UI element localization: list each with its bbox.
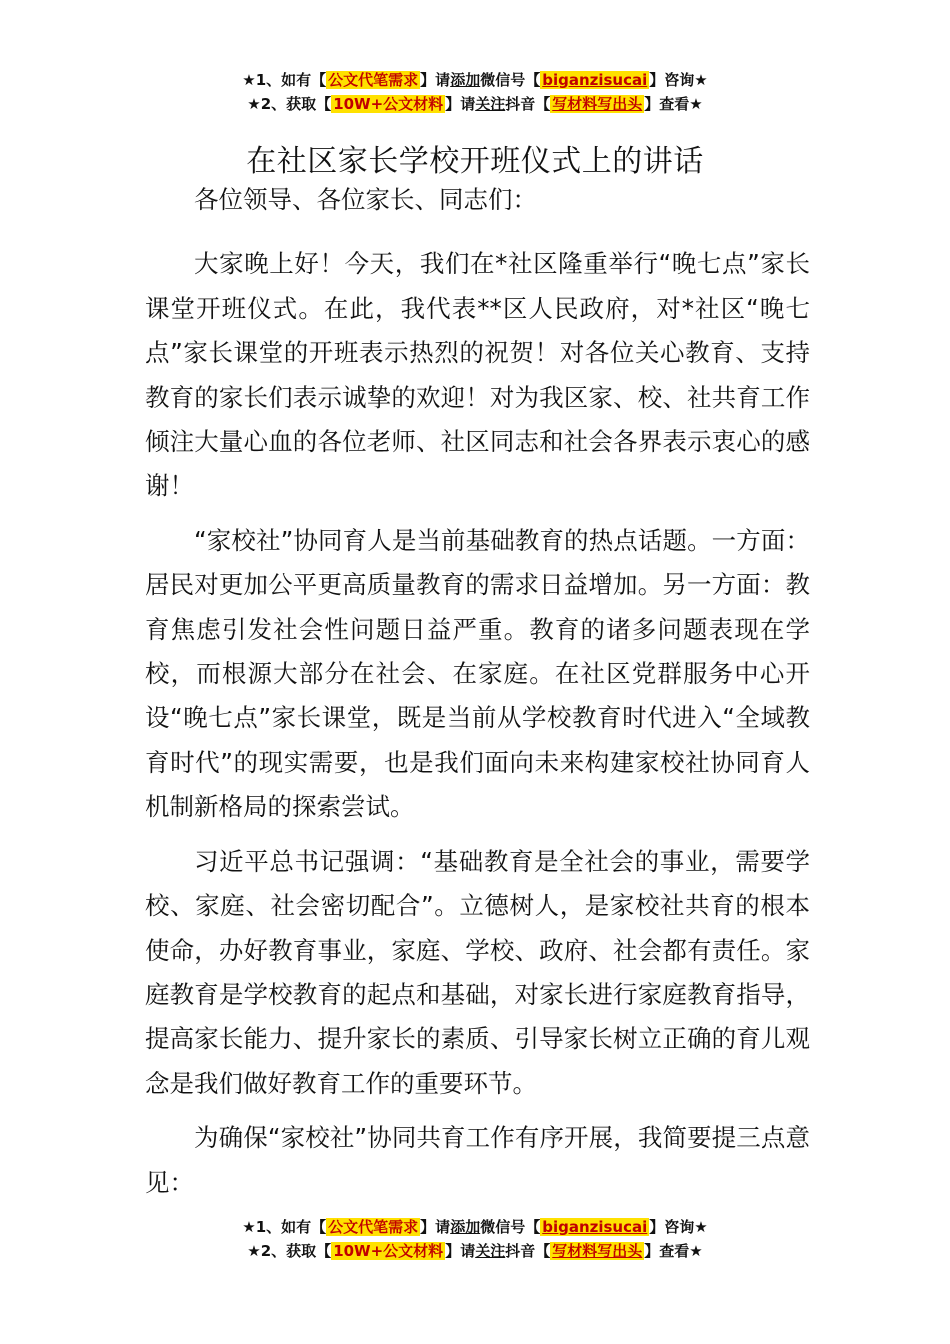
promo-text: ★1、如有【: [242, 71, 327, 89]
paragraph: “家校社”协同育人是当前基础教育的热点话题。一方面：居民对更加公平更高质量教育的需求日益增加。另一方面：教育焦虑引发社会性问题日益严重。教育的诸多问题表现在学校，而根源大部分在社会、在家庭。在社区党群服务中心开设“晚七点”家长课堂，既是当前从学校教育时代进入“全域教育时代”的现实需要，也是我们面向未来构建家校社协同育人机制新格局的探索尝试。: [145, 525, 810, 822]
paragraph: 习近平总书记强调：“基础教育是全社会的事业，需要学校、家庭、社会密切配合”。立德树人，是家校社共育的根本使命，办好教育事业，家庭、学校、政府、社会都有责任。家庭教育是学校教育的起点和基础，对家长进行家庭教育指导，提高家长能力、提升家长的素质、引导家长树立正确的育儿观念是我们做好教育工作的重要环节。: [145, 846, 810, 1098]
promo-text: 微信号【: [480, 1218, 541, 1236]
paragraph: 为确保“家校社”协同共育工作有序开展，我简要提三点意见：: [145, 1123, 810, 1197]
promo-line-1: [0, 68, 950, 92]
promo-line-1: [0, 1215, 950, 1239]
promo-text: 微信号【: [480, 71, 541, 89]
promo-line-2: [0, 92, 950, 116]
promo-text: 】请: [420, 71, 451, 89]
promo-text: ★1、如有【: [242, 1218, 327, 1236]
promo-line-2: [0, 1239, 950, 1263]
promo-highlight: 公文代笔需求: [328, 1218, 419, 1236]
promo-text: 】请: [420, 1218, 451, 1236]
promo-douyin-id: 写材料写出头: [552, 95, 643, 113]
promo-emphasis: 添加: [450, 1218, 481, 1236]
page-title: 在社区家长学校开班仪式上的讲话: [246, 144, 704, 180]
promo-wechat-id: biganzisucai: [542, 71, 648, 89]
promo-text: 抖音【: [505, 1242, 551, 1260]
promo-text: 】咨询★: [649, 71, 708, 89]
promo-highlight: 10W+公文材料: [333, 95, 444, 113]
promo-wechat-id: biganzisucai: [542, 1218, 648, 1236]
promo-highlight: 公文代笔需求: [328, 71, 419, 89]
header-promo-banner: [0, 68, 950, 116]
promo-text: 抖音【: [505, 95, 551, 113]
promo-emphasis: 关注: [475, 1242, 506, 1260]
promo-text: 】咨询★: [649, 1218, 708, 1236]
promo-douyin-id: 写材料写出头: [552, 1242, 643, 1260]
document-body: [145, 178, 810, 1215]
salutation: 各位领导、各位家长、同志们：: [194, 185, 537, 214]
promo-highlight: 10W+公文材料: [333, 1242, 444, 1260]
paragraph: 大家晚上好！今天，我们在*社区隆重举行“晚七点”家长课堂开班仪式。在此，我代表**区人民政府，对*社区“晚七点”家长课堂的开班表示热烈的祝贺！对各位关心教育、支持教育的家长们表示诚挚的欢迎！对为我区家、校、社共育工作倾注大量心血的各位老师、社区同志和社会各界表示衷心的感谢！: [145, 249, 810, 501]
promo-text: 】请: [445, 95, 476, 113]
promo-emphasis: 关注: [475, 95, 506, 113]
promo-text: ★2、获取【: [247, 1242, 332, 1260]
promo-emphasis: 添加: [450, 71, 481, 89]
promo-text: 】请: [445, 1242, 476, 1260]
promo-text: 】查看★: [644, 95, 703, 113]
footer-promo-banner: [0, 1215, 950, 1263]
promo-text: 】查看★: [644, 1242, 703, 1260]
promo-text: ★2、获取【: [247, 95, 332, 113]
